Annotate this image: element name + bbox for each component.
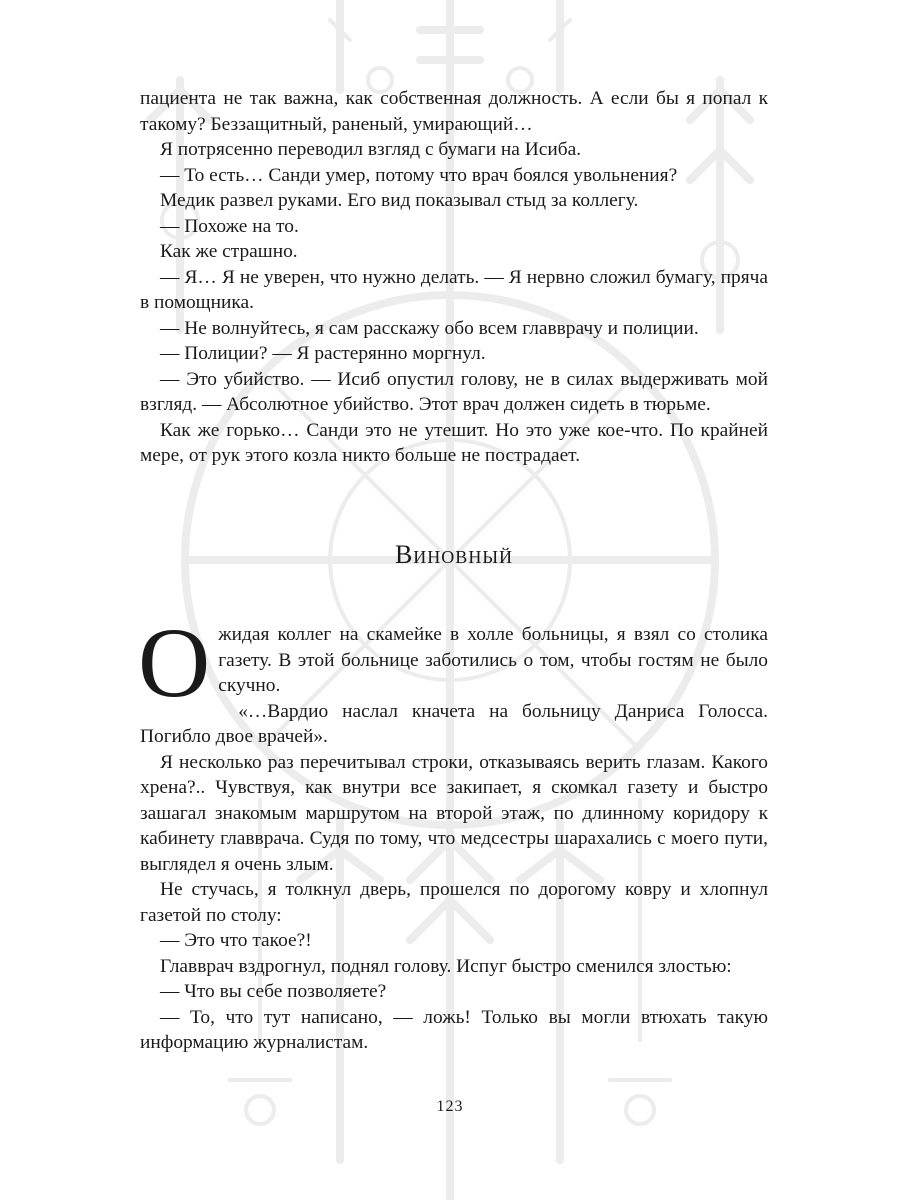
paragraph: Как же страшно. <box>160 241 298 262</box>
paragraph: — Похоже на то. <box>160 215 299 237</box>
paragraph: Я потрясенно переводил взгляд с бумаги на Исиба. <box>160 139 582 160</box>
drop-cap: О <box>138 607 211 718</box>
paragraph: — То есть… Санди умер, потому что врач боялся увольнения? <box>160 164 678 186</box>
paragraph: пациента не так важна, как собственная должность. А если бы я попал к такому? Беззащитный, раненый, умирающий… <box>140 88 768 135</box>
opening-paragraph-text: жидая коллег на скамейке в холле больницы, я взял со столика газету. В этой больнице заботились о том, чтобы гостям не было скучно. <box>218 624 768 696</box>
page-number: 123 <box>436 1098 464 1115</box>
text-block-top <box>140 86 768 469</box>
paragraph: — Что вы себе позволяете? <box>160 981 387 1002</box>
paragraph: — Это убийство. — Исиб опустил голову, не в силах выдерживать мой взгляд. — Абсолютное убийство. Этот врач должен сидеть в тюрьме. <box>140 368 768 415</box>
paragraph: Как же горько… Санди это не утешит. Но это уже кое-что. По крайней мере, от рук этого козла никто больше не пострадает. <box>140 419 768 466</box>
paragraph: — Не волнуйтесь, я сам расскажу обо всем главврачу и полиции. <box>160 317 699 339</box>
paragraph: Не стучась, я толкнул дверь, прошелся по дорогому ковру и хлопнул газетой по столу: <box>140 879 768 926</box>
paragraph: — Полиции? — Я растерянно моргнул. <box>160 343 486 364</box>
paragraph: — Это что такое?! <box>160 930 312 951</box>
paragraph: Главврач вздрогнул, поднял голову. Испуг быстро сменился злостью: <box>160 955 732 977</box>
paragraph: Медик развел руками. Его вид показывал стыд за коллегу. <box>160 190 639 211</box>
chapter-title: Виновный <box>394 540 514 569</box>
paragraph: — То, что тут написано, — ложь! Только вы могли втюхать такую информацию журналистам. <box>140 1006 768 1053</box>
text-block-bottom <box>138 607 768 1056</box>
paragraph: — Я… Я не уверен, что нужно делать. — Я нервно сложил бумагу, пряча в помощника. <box>140 266 768 313</box>
opening-paragraph <box>138 607 768 718</box>
paragraph: «…Вардио наслал кначета на больницу Данриса Голосса. Погибло двое врачей». <box>140 700 768 747</box>
paragraph: Я несколько раз перечитывал строки, отказываясь верить глазам. Какого хрена?.. Чувствуя, как внутри все закипает, я скомкал газету и быстро зашагал знакомым маршрутом на второй этаж, по длинному коридору к кабинету главврача. Судя по тому, что медсестры шарахались с моего пути, выглядел я очень злым. <box>140 751 768 875</box>
